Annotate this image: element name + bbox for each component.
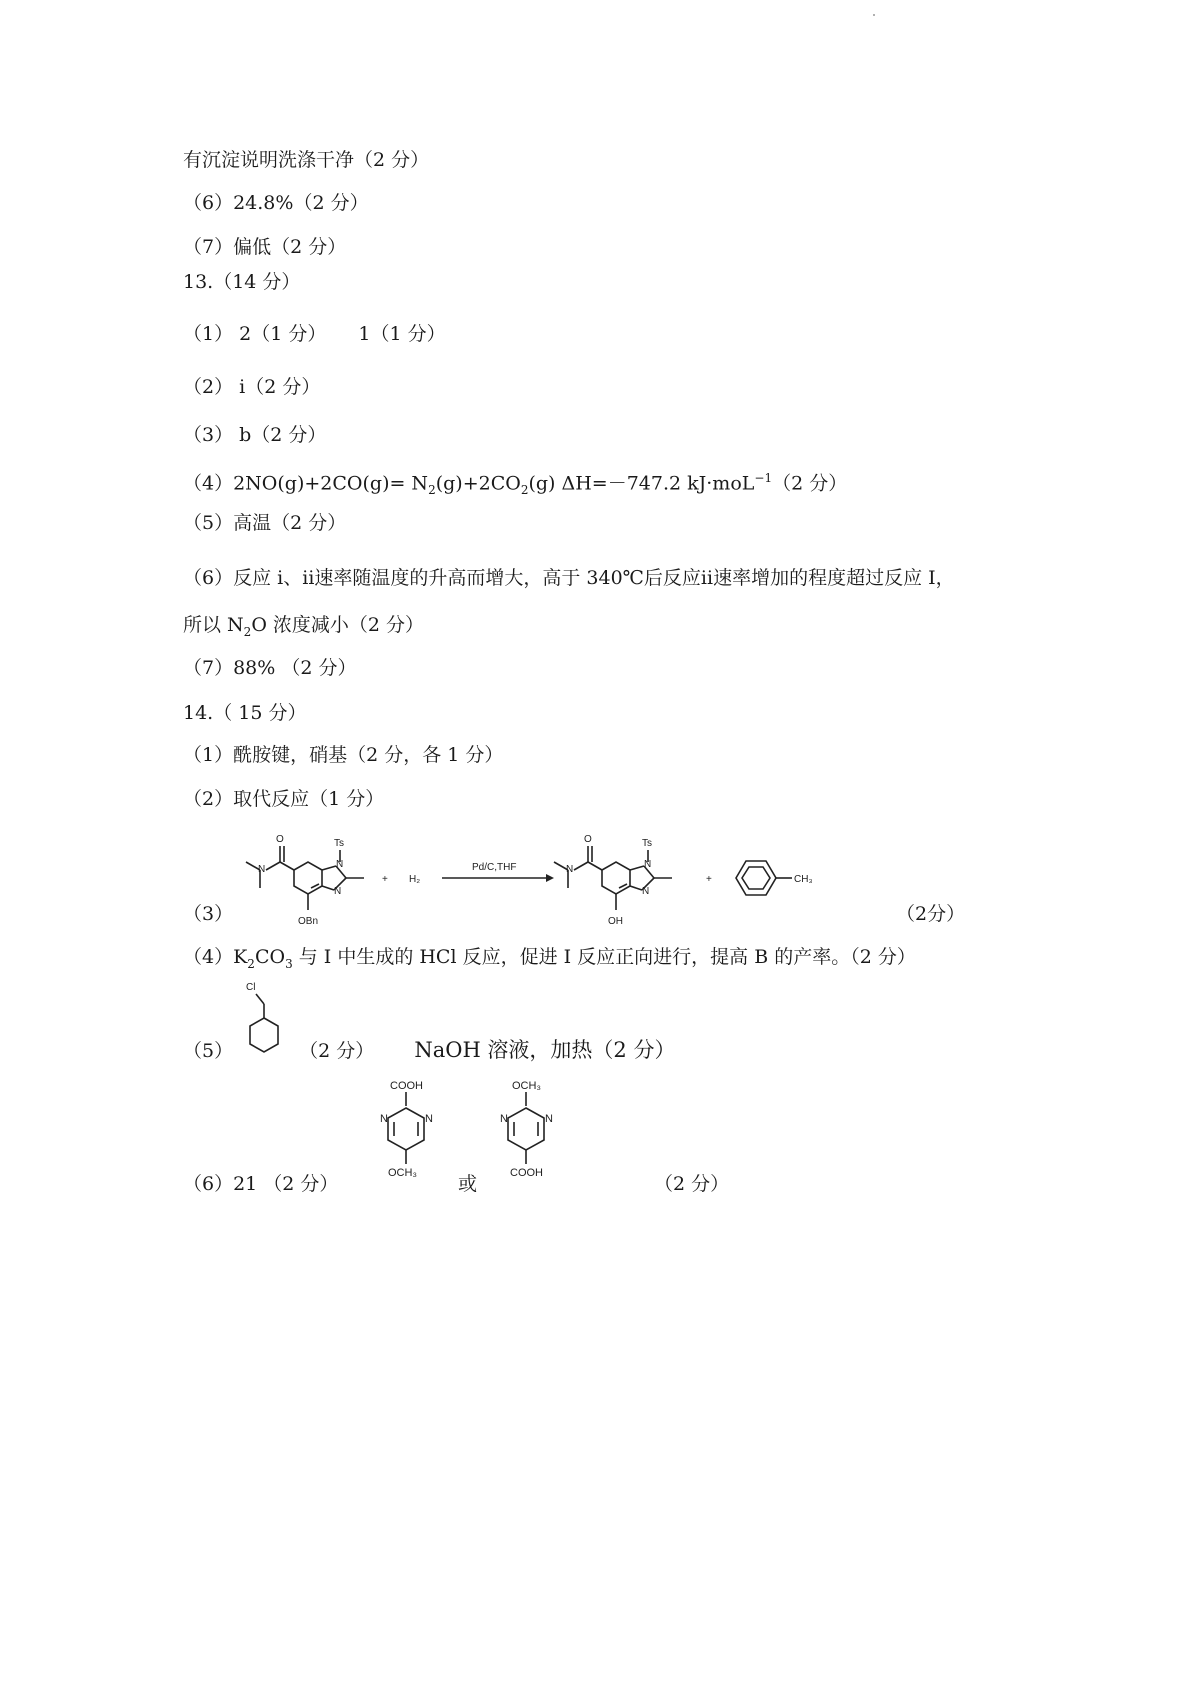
heading-q13: 13.（14 分） (183, 271, 301, 293)
n-label-2b: N (545, 1113, 553, 1125)
line-13-7: （7）88% （2 分） (183, 657, 357, 679)
page-speck (873, 14, 875, 16)
cooh-label-2: COOH (510, 1167, 543, 1179)
text-sub: 2 (243, 624, 252, 639)
line-13-2: （2） ⅰ（2 分） (183, 376, 321, 398)
label-5: （5） (183, 1040, 234, 1062)
text-part: （4）K (183, 946, 248, 968)
line-14-4 (183, 945, 916, 976)
line-13-6-cont (183, 613, 424, 644)
eq-sub: 2 (428, 483, 436, 498)
text-part: O 浓度减小（2 分） (251, 614, 425, 636)
text-part: 所以 N (183, 614, 244, 636)
text-sub: 2 (247, 956, 255, 971)
or-text: 或 (458, 1173, 478, 1195)
line-13-3: （3） b（2 分） (183, 424, 327, 446)
obn-label: OBn (298, 916, 319, 927)
line-wash-clean: 有沉淀说明洗涤干净（2 分） (183, 149, 430, 171)
text-sub: 3 (285, 956, 293, 971)
answer-1a: （1） 2（1 分） (183, 323, 327, 345)
pyrimidine-isomer-2 (490, 1078, 590, 1198)
eq-part: (g) ΔH=－747.2 kJ·moL (528, 472, 755, 495)
line-14-3-score: （2分） (896, 903, 966, 925)
answer-6: （6）21 （2 分） (183, 1173, 339, 1195)
nitrogen-label-ring-right: N (644, 859, 652, 870)
line-13-1 (183, 322, 446, 346)
eq-sub: 2 (520, 483, 529, 498)
reagent-5: NaOH 溶液，加热（2 分） (414, 1038, 676, 1062)
line-13-6: （6）反应 ⅰ、ⅱ速率随温度的升高而增大，高于 340℃后反应ⅱ速率增加的程度超过反应 I， (183, 567, 955, 589)
nitrogen-label-ring2-left: N (334, 886, 342, 897)
reaction-scheme (236, 830, 886, 940)
plus-sign-1: + (382, 874, 388, 885)
hydrogen-label: H₂ (409, 874, 421, 885)
cooh-label-1: COOH (390, 1080, 423, 1092)
line-14-5 (183, 1038, 675, 1063)
eq-score: （2 分） (772, 472, 848, 495)
line-q6-percent: （6）24.8%（2 分） (183, 192, 369, 214)
ch3-label: CH₃ (794, 874, 813, 885)
line-14-2: （2）取代反应（1 分） (183, 788, 385, 810)
oxygen-label-right: O (584, 834, 592, 845)
catalyst-label: Pd/C,THF (472, 862, 517, 873)
och3-label-2: OCH₃ (512, 1080, 541, 1092)
ts-label-left: Ts (334, 838, 344, 849)
n-label-1b: N (425, 1113, 433, 1125)
line-13-4-equation (183, 466, 847, 502)
text-part: CO (254, 946, 286, 968)
score-5: （2 分） (299, 1040, 375, 1062)
n-label-2a: N (500, 1113, 508, 1125)
line-13-5: （5）高温（2 分） (183, 512, 347, 534)
heading-q14: 14.（ 15 分） (183, 702, 307, 724)
pyrimidine-isomer-1 (370, 1078, 470, 1198)
text-part: 与 I 中生成的 HCl 反应，促进 I 反应正向进行，提高 B 的产率。（2 分） (292, 946, 916, 968)
line-q7-low: （7）偏低（2 分） (183, 236, 347, 258)
line-14-6 (183, 1172, 338, 1196)
nitrogen-label-ring-left: N (336, 859, 344, 870)
score-6: （2 分） (654, 1173, 730, 1195)
eq-part: （4）2NO(g)+2CO(g)= N (183, 472, 429, 495)
nitrogen-label-left: N (258, 864, 266, 875)
och3-label-1: OCH₃ (388, 1167, 417, 1179)
n-label-1a: N (380, 1113, 388, 1125)
oxygen-label-left: O (276, 834, 284, 845)
ts-label-right: Ts (642, 838, 652, 849)
cl-label: Cl (246, 982, 256, 993)
answer-1b: 1（1 分） (358, 323, 446, 345)
line-14-1: （1）酰胺键，硝基（2 分，各 1 分） (183, 744, 504, 766)
nitrogen-label-ring2-right: N (642, 886, 650, 897)
line-14-3-label: （3） (183, 903, 234, 925)
oh-label: OH (608, 916, 623, 927)
eq-part: (g)+2CO (435, 472, 521, 495)
plus-sign-2: + (706, 874, 712, 885)
nitrogen-label-right: N (566, 864, 574, 875)
eq-sup: −1 (754, 471, 773, 485)
